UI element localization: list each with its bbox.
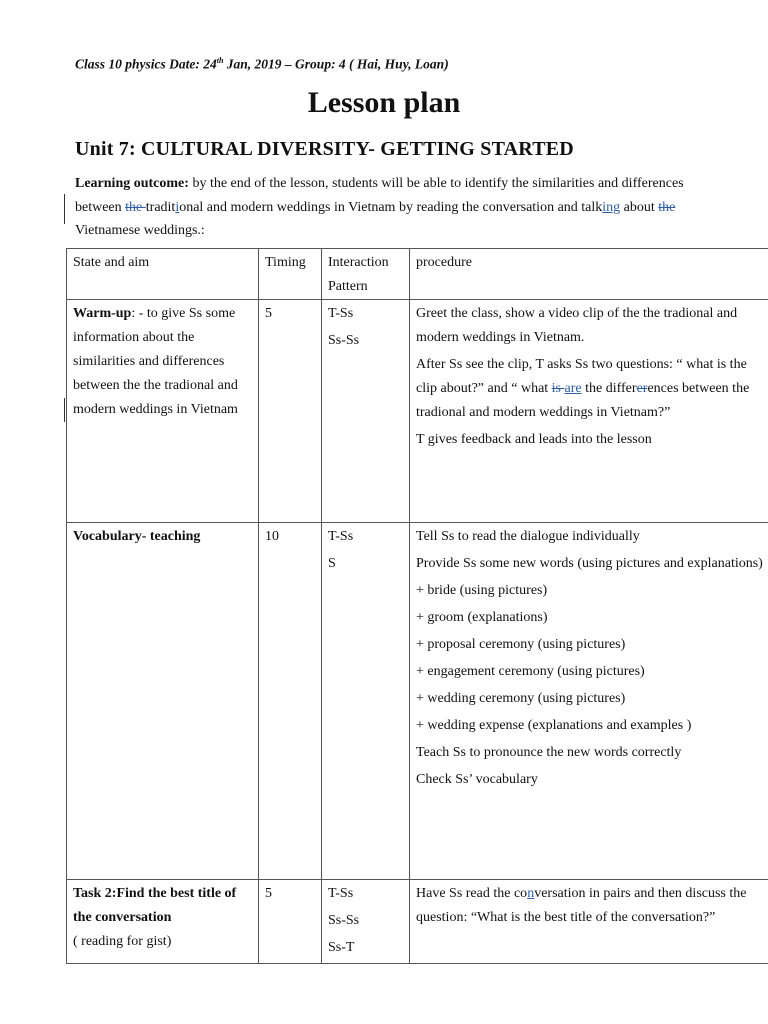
stage-cell: Task 2:Find the best title of the conversation ( reading for gist): [67, 880, 259, 964]
change-bar: [64, 398, 65, 422]
header-cell: Interaction Pattern: [322, 249, 410, 300]
timing-cell: 5: [259, 300, 322, 523]
procedure-cell: Greet the class, show a video clip of the the tradional and modern weddings in Vietnam. After Ss see the clip, T asks Ss two questions: “ what is the clip about?” and “ what is are the differerences between the tradional and modern weddings in Vietnam?” T gives feedback and leads into the lesson: [410, 300, 768, 523]
table-row: [67, 523, 768, 880]
lesson-plan-table: [66, 248, 768, 964]
learning-outcome: Learning outcome: by the end of the lesson, students will be able to identify the similarities and differences between the traditional and modern weddings in Vietnam by reading the conversation and talking about the Vietnamese weddings.:: [75, 176, 684, 238]
table-row: [67, 300, 768, 523]
timing-cell: 5: [259, 880, 322, 964]
table-row: [67, 880, 768, 964]
pattern-cell: T-Ss S: [322, 523, 410, 880]
pattern-cell: T-Ss Ss-Ss: [322, 300, 410, 523]
document-header: Class 10 physics Date: 24th Jan, 2019 – Group: 4 ( Hai, Huy, Loan): [75, 56, 449, 72]
stage-cell: Vocabulary- teaching: [67, 523, 259, 880]
change-bar: [64, 194, 65, 224]
header-cell: procedure: [410, 249, 768, 300]
unit-heading: Unit 7: CULTURAL DIVERSITY- GETTING STARTED: [75, 138, 574, 160]
procedure-cell: Have Ss read the conversation in pairs and then discuss the question: “What is the best title of the conversation?”: [410, 880, 768, 964]
table-header-row: [67, 249, 768, 300]
header-cell: Timing: [259, 249, 322, 300]
page-title: Lesson plan: [307, 86, 461, 119]
header-cell: State and aim: [67, 249, 259, 300]
procedure-cell: Tell Ss to read the dialogue individually Provide Ss some new words (using pictures and explanations) + bride (using pictures) + groom (explanations) + proposal ceremony (using pictures) + engagement ceremony (using pictures) + wedding ceremony (using pictures) + wedding expense (explanations and examples ) Teach Ss to pronounce the new words correctly Check Ss’ vocabulary: [410, 523, 768, 880]
pattern-cell: T-Ss Ss-Ss Ss-T: [322, 880, 410, 964]
timing-cell: 10: [259, 523, 322, 880]
stage-cell: Warm-up: - to give Ss some information about the similarities and differences between the the tradional and modern weddings in Vietnam: [67, 300, 259, 523]
